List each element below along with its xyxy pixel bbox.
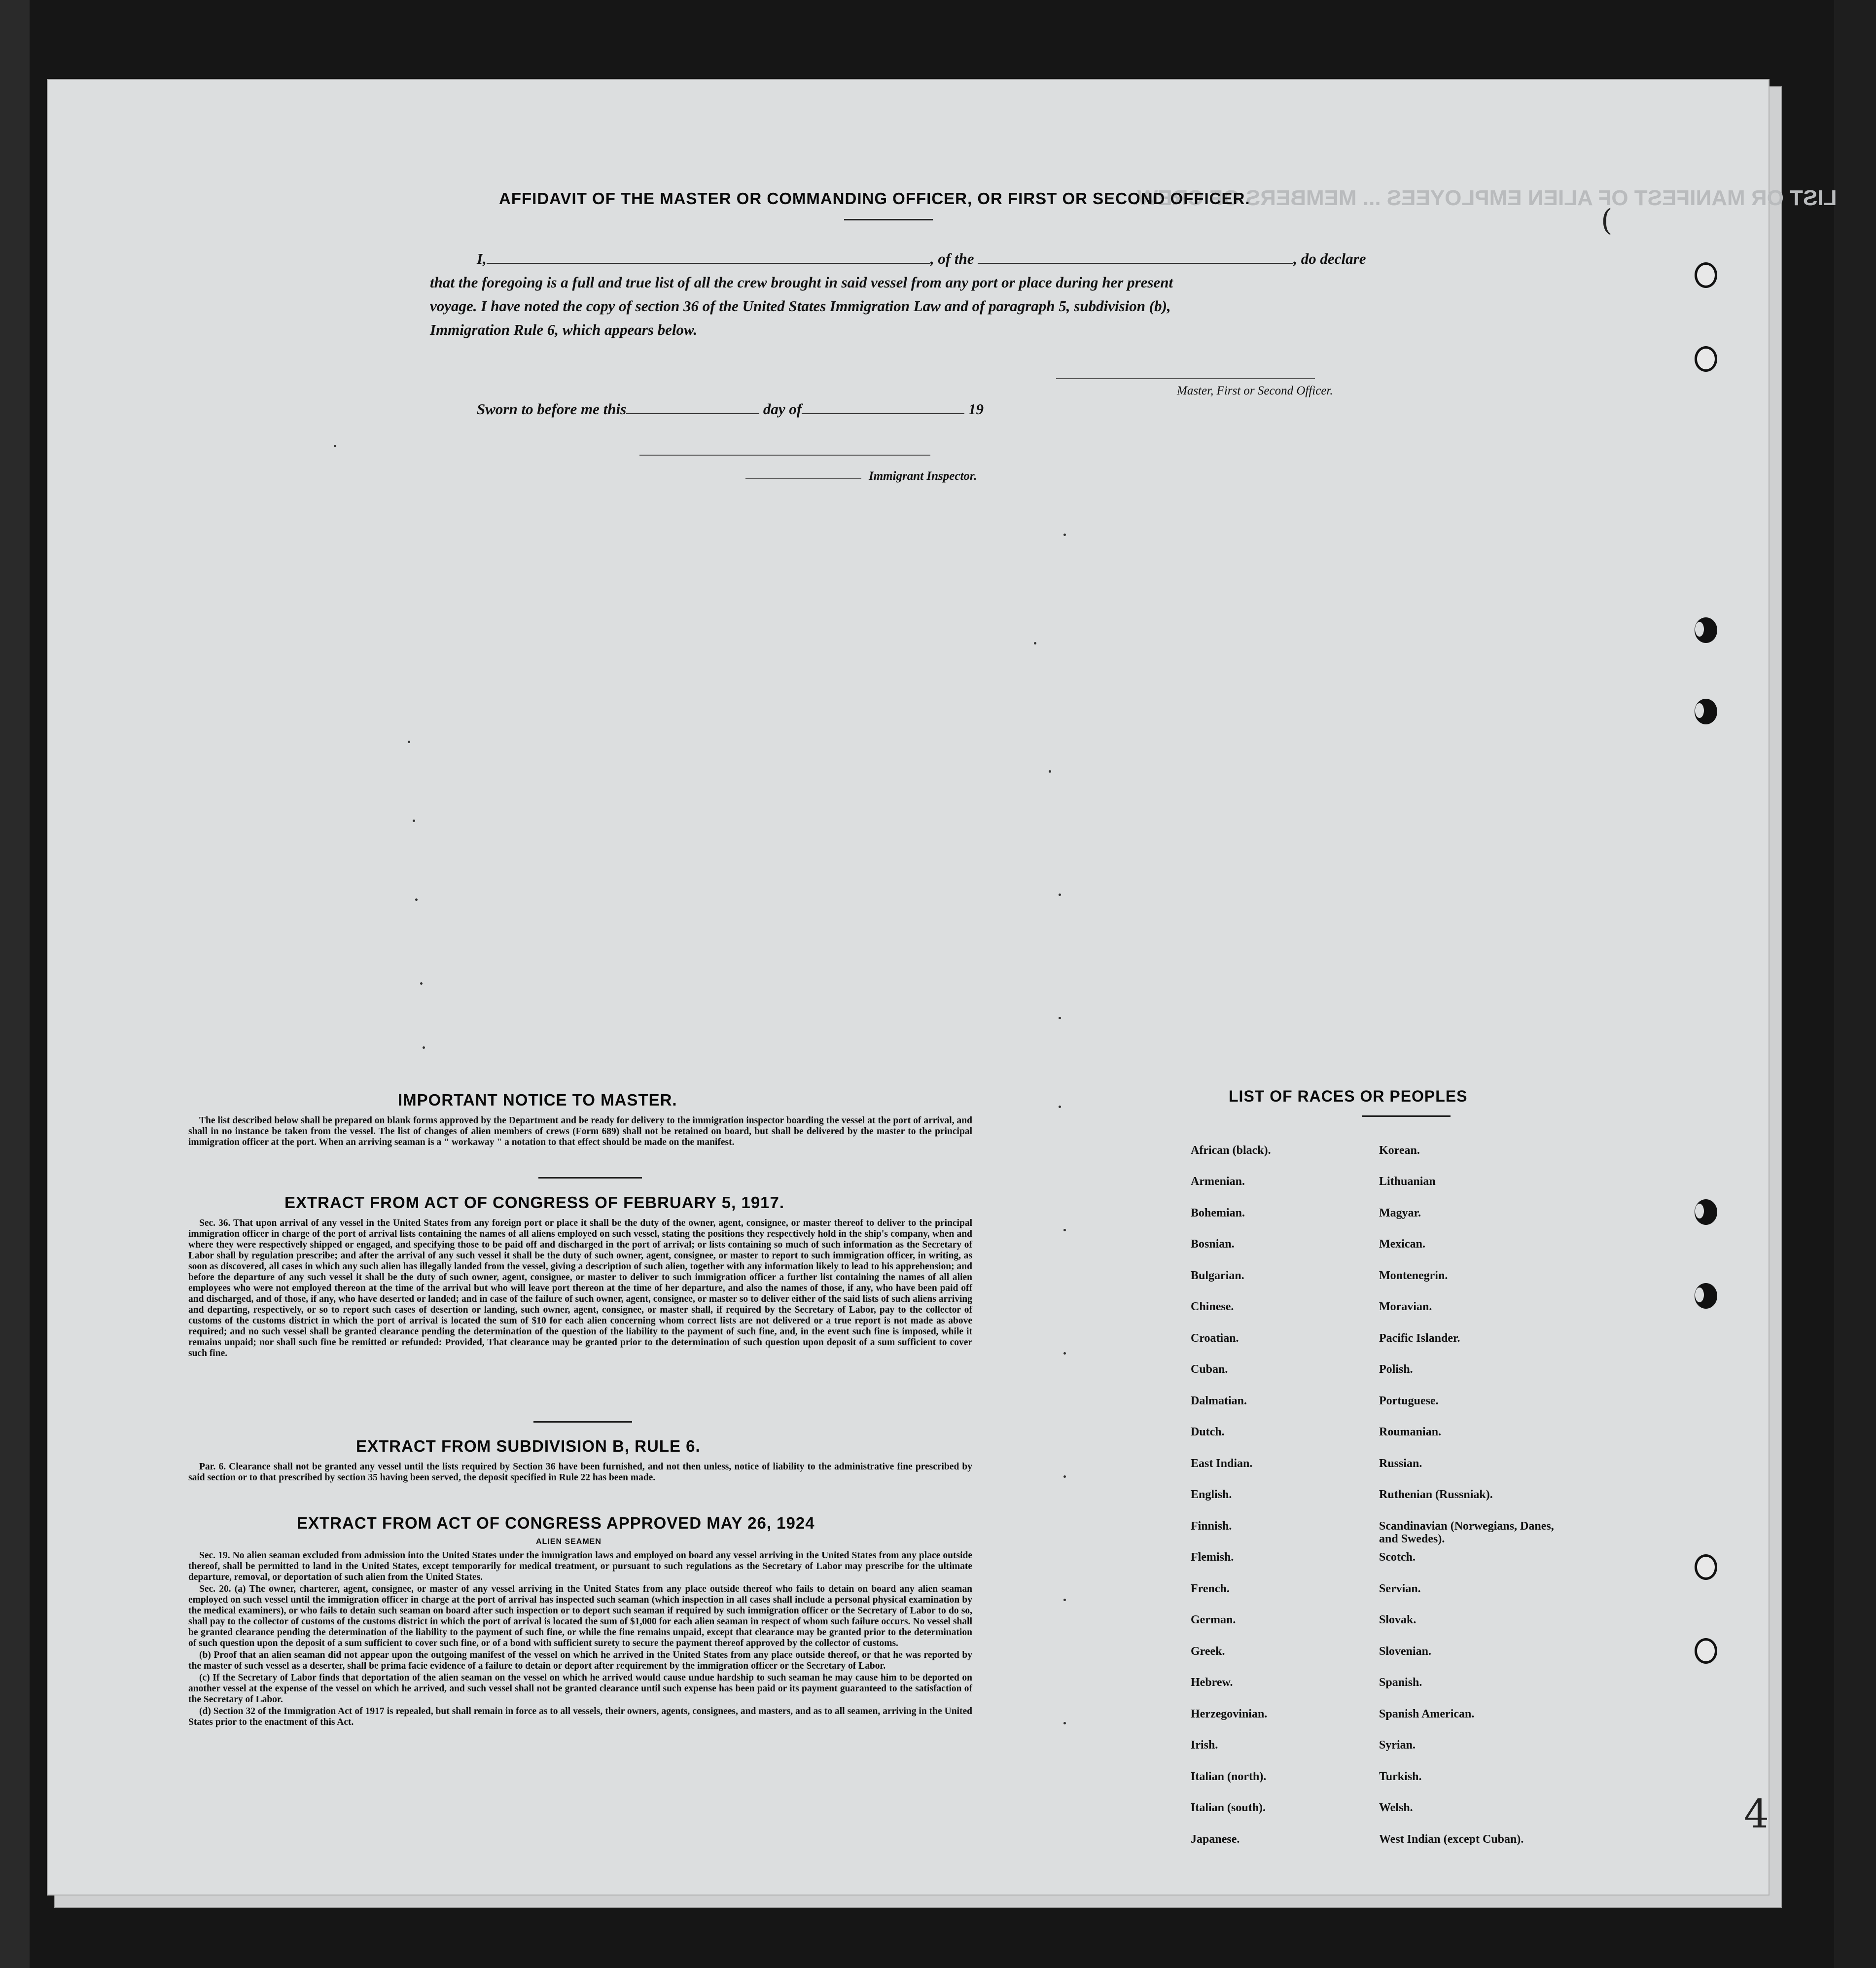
dot <box>1063 1722 1066 1724</box>
notice-text <box>188 1115 972 1149</box>
race-item: Japanese. <box>1191 1833 1240 1846</box>
day-of-label: day of <box>763 400 802 418</box>
affidavit-i-label: I, <box>477 250 487 267</box>
race-item: Pacific Islander. <box>1379 1332 1460 1345</box>
dot <box>1063 1229 1066 1231</box>
race-item: Italian (south). <box>1191 1801 1266 1814</box>
race-item: Moravian. <box>1379 1300 1432 1313</box>
dot <box>1059 894 1061 896</box>
act1917-title: EXTRACT FROM ACT OF CONGRESS OF FEBRUARY 5, 1917. <box>284 1193 785 1212</box>
race-item: Roumanian. <box>1379 1426 1442 1438</box>
race-item: Chinese. <box>1191 1300 1234 1313</box>
sworn-day-fill <box>626 413 759 414</box>
affidavit-line-3: voyage. I have noted the copy of section 36 of the United States Immigration Law and of paragraph 5, subdivision (b), <box>430 297 1171 315</box>
race-item: Dutch. <box>1191 1426 1225 1438</box>
race-item: German. <box>1191 1613 1236 1626</box>
race-item: Bohemian. <box>1191 1207 1245 1219</box>
name-fill-line <box>487 263 930 264</box>
act1924-paragraph-2: Sec. 20. (a) The owner, charterer, agent, consignee, or master of any vessel arriving in the United States from any place outside thereof who fails to detain on board any alien seaman employed on such vessel until the immigration officer in charge at the port of arrival has inspected such seaman (which inspection in all cases shall include a personal physical examination by the medical examiners), or who fails to detain such seaman on board after such inspection or to deport such seaman if required by such immigration officer or the Secretary of Labor to do so, shall pay to the collector of customs of the customs district in which the port of arrival is located the sum of $1,000 for each alien seaman in respect of whom such failure occurs. No vessel shall be granted clearance pending the determination of the liability to the payment of such fine, or while the fine remains unpaid, except that clearance may be granted prior to the determination of such question upon the deposit of a sum sufficient to cover such fine, or of a bond with sufficient surety to secure the payment thereof approved by the collector of customs. <box>188 1584 972 1648</box>
race-item: Bulgarian. <box>1191 1269 1244 1282</box>
race-item: Syrian. <box>1379 1739 1416 1752</box>
film-edge-left <box>0 0 30 1968</box>
punch-hole <box>1695 262 1717 288</box>
dot <box>413 820 415 822</box>
race-item: Lithuanian <box>1379 1175 1436 1188</box>
punch-hole <box>1695 346 1717 372</box>
affidavit-line-4: Immigration Rule 6, which appears below. <box>430 321 698 338</box>
races-rule <box>1362 1115 1451 1117</box>
master-caption: Master, First or Second Officer. <box>1177 384 1333 397</box>
handwritten-mark: ( <box>1601 203 1613 238</box>
affidavit-title-rule <box>844 219 933 220</box>
notice-paragraph: The list described below shall be prepared on blank forms approved by the Department and be ready for delivery to the immigration inspector boarding the vessel at the port of arrival, and shall in no instance be taken from the vessel. The list of changes of alien members of crews (Form 689) shall not be retained on board, but shall be delivered by the master to the principal immigration officer at the port. When an arriving seaman is a " workaway " a notation to that effect should be made on the manifest. <box>188 1115 972 1147</box>
dot <box>423 1046 425 1049</box>
film-edge-right <box>1834 0 1876 1968</box>
punch-hole <box>1695 1199 1717 1225</box>
master-signature-line <box>1056 378 1315 379</box>
race-item: Finnish. <box>1191 1520 1232 1533</box>
sworn-line <box>477 400 984 418</box>
act1917-text <box>188 1218 972 1360</box>
dot <box>334 445 336 447</box>
race-item: Italian (north). <box>1191 1770 1267 1783</box>
race-item: Greek. <box>1191 1645 1225 1658</box>
race-item: West Indian (except Cuban). <box>1379 1833 1524 1846</box>
races-title: LIST OF RACES OR PEOPLES <box>1229 1087 1468 1105</box>
race-item: Scotch. <box>1379 1551 1416 1564</box>
race-item: Hebrew. <box>1191 1676 1233 1689</box>
race-item: Armenian. <box>1191 1175 1245 1188</box>
punch-hole <box>1695 1283 1717 1309</box>
affidavit-line-1 <box>477 250 1366 268</box>
punch-hole <box>1695 1638 1717 1664</box>
act1924-paragraph-3: (b) Proof that an alien seaman did not appear upon the outgoing manifest of the vessel on which he arrived in the United States from any place outside thereof, or that he was reported by the master of such vessel as a deserter, shall be prima facie evidence of a failure to detain or deport after requirement by the immigration officer or the Secretary of Labor. <box>188 1650 972 1671</box>
race-item: French. <box>1191 1582 1230 1595</box>
punch-hole <box>1695 617 1717 643</box>
race-item: Bosnian. <box>1191 1238 1235 1251</box>
rule6-text <box>188 1462 972 1484</box>
race-item: Spanish American. <box>1379 1708 1475 1720</box>
punch-hole <box>1695 699 1717 724</box>
race-item: Spanish. <box>1379 1676 1422 1689</box>
race-item: Korean. <box>1379 1144 1420 1157</box>
race-item: East Indian. <box>1191 1457 1253 1470</box>
dot <box>1063 1475 1066 1478</box>
punch-hole <box>1695 1554 1717 1580</box>
sworn-label: Sworn to before me this <box>477 400 627 418</box>
race-item: Servian. <box>1379 1582 1421 1595</box>
race-item: Slovenian. <box>1379 1645 1432 1658</box>
race-item: Flemish. <box>1191 1551 1234 1564</box>
inspector-caption-rule <box>745 478 861 479</box>
sworn-month-fill <box>802 413 964 414</box>
dot <box>1063 1352 1066 1355</box>
race-item: Dalmatian. <box>1191 1395 1247 1407</box>
handwritten-mark: 4 <box>1744 1791 1769 1837</box>
dot <box>1063 534 1066 536</box>
act1917-paragraph: Sec. 36. That upon arrival of any vessel in the United States from any foreign port or place it shall be the duty of the owner, agent, consignee, or master thereof to deliver to the principal immigration officer in charge of the port of arrival lists containing the names of all aliens employed on such vessel, stating the positions they respectively hold in the ship's company, when and where they were respectively shipped or engaged, and specifying those to be paid off and discharged in the port of arrival; or lists containing so much of such information as the Secretary of Labor shall by regulation prescribe; and after the arrival of any such vessel it shall be the duty of such owner, agent, consignee, or master to report to such immigration officer, in writing, as soon as discovered, all cases in which any such alien has illegally landed from the vessel, giving a description of such alien, together with any information likely to lead to his apprehension; and before the departure of any such vessel it shall be the duty of such owner, agent, consignee, or master to deliver to such immigration officer a further list containing the names of all alien employees who were not employed thereon at the time of the arrival but who will leave port thereon at the time of her departure, and also the names of those, if any, who have been paid off and discharged, and of those, if any, who have deserted or landed; and in case of the failure of such owner, agent, consignee, or master so to deliver either of the said lists of such aliens arriving and departing, respectively, or so to report such cases of desertion or landing, such owner, agent, consignee, or master shall, if required by the Secretary of Labor, pay to the collector of customs of the customs district in which the port of arrival is located the sum of $10 for each alien concerning whom correct lists are not delivered or a true report is not made as above required; and no such vessel shall be granted clearance pending the determination of the question of the liability to the payment of such fine, and, in the event such fine is imposed, while it remains unpaid; nor shall such fine be remitted or refunded: Provided, That clearance may be granted prior to the determination of such question upon deposit of a sum sufficient to cover such fine. <box>188 1218 972 1359</box>
act1924-paragraph-5: (d) Section 32 of the Immigration Act of 1917 is repealed, but shall remain in force as to all vessels, their owners, agents, consignees, and masters, and as to all seamen, arriving in the United States prior to the enactment of this Act. <box>188 1706 972 1727</box>
dot <box>1049 770 1051 773</box>
act1924-subtitle: ALIEN SEAMEN <box>536 1538 602 1546</box>
notice-title: IMPORTANT NOTICE TO MASTER. <box>398 1091 677 1109</box>
race-item: African (black). <box>1191 1144 1271 1157</box>
act1924-text <box>188 1550 972 1729</box>
rule6-title: EXTRACT FROM SUBDIVISION B, RULE 6. <box>356 1437 701 1455</box>
act1924-paragraph-4: (c) If the Secretary of Labor finds that deportation of the alien seaman on the vessel on which he arrived would cause undue hardship to such seaman he may cause him to be deported on another vessel at the expense of the vessel on which he arrived, and such vessel shall not be granted clearance until such expense has been paid or its payment guaranteed to the satisfaction of the Secretary of Labor. <box>188 1673 972 1705</box>
race-item: Slovak. <box>1379 1613 1416 1626</box>
bleed-through-header: LIST OR MANIFEST OF ALIEN EMPLOYEES ... MEMBERS OF CREW. <box>1133 186 1837 210</box>
dot <box>1034 642 1036 644</box>
race-item: Turkish. <box>1379 1770 1422 1783</box>
act1917-rule <box>533 1421 632 1423</box>
dot <box>1059 1106 1061 1108</box>
race-item: Herzegovinian. <box>1191 1708 1268 1720</box>
dot <box>408 741 410 743</box>
inspector-caption: Immigrant Inspector. <box>869 469 977 483</box>
affidavit-of-the-label: , of the <box>930 250 974 267</box>
year-label: 19 <box>968 400 984 418</box>
affidavit-line-2: that the foregoing is a full and true list of all the crew brought in said vessel from any port or place during her present <box>430 274 1173 291</box>
notice-rule <box>538 1177 642 1179</box>
race-item: Ruthenian (Russniak). <box>1379 1488 1493 1501</box>
race-item: Cuban. <box>1191 1363 1228 1376</box>
race-item: Russian. <box>1379 1457 1422 1470</box>
affidavit-declare-label: , do declare <box>1293 250 1366 267</box>
vessel-fill-line <box>978 263 1293 264</box>
dot <box>420 982 423 985</box>
dot <box>1063 1599 1066 1601</box>
race-item: Montenegrin. <box>1379 1269 1448 1282</box>
dot <box>1059 1017 1061 1019</box>
race-item: Portuguese. <box>1379 1395 1439 1407</box>
race-item: Croatian. <box>1191 1332 1239 1345</box>
inspector-signature-line <box>639 455 930 456</box>
race-item: Polish. <box>1379 1363 1413 1376</box>
act1924-title: EXTRACT FROM ACT OF CONGRESS APPROVED MAY 26, 1924 <box>297 1514 815 1532</box>
race-item: Magyar. <box>1379 1207 1421 1219</box>
race-item: Irish. <box>1191 1739 1218 1752</box>
race-item: Scandinavian (Norwegians, Danes, and Swedes). <box>1379 1520 1554 1545</box>
race-item: Welsh. <box>1379 1801 1413 1814</box>
race-item: Mexican. <box>1379 1238 1425 1251</box>
dot <box>415 898 418 901</box>
affidavit-title: AFFIDAVIT OF THE MASTER OR COMMANDING OFFICER, OR FIRST OR SECOND OFFICER. <box>499 189 1250 208</box>
manifest-page <box>47 79 1837 1896</box>
race-item: English. <box>1191 1488 1232 1501</box>
rule6-paragraph: Par. 6. Clearance shall not be granted any vessel until the lists required by Section 36 have been furnished, and not then unless, notice of liability to the administrative fine prescribed by said section or to that prescribed by section 35 having been served, the deposit specified in Rule 22 has been made. <box>188 1462 972 1483</box>
act1924-paragraph-1: Sec. 19. No alien seaman excluded from admission into the United States under the immigration laws and employed on board any vessel arriving in the United States from any place outside thereof, shall be permitted to land in the United States, except temporarily for medical treatment, or pursuant to such regulations as the Secretary of Labor may prescribe for the ultimate departure, removal, or deportation of such alien from the United States. <box>188 1550 972 1582</box>
